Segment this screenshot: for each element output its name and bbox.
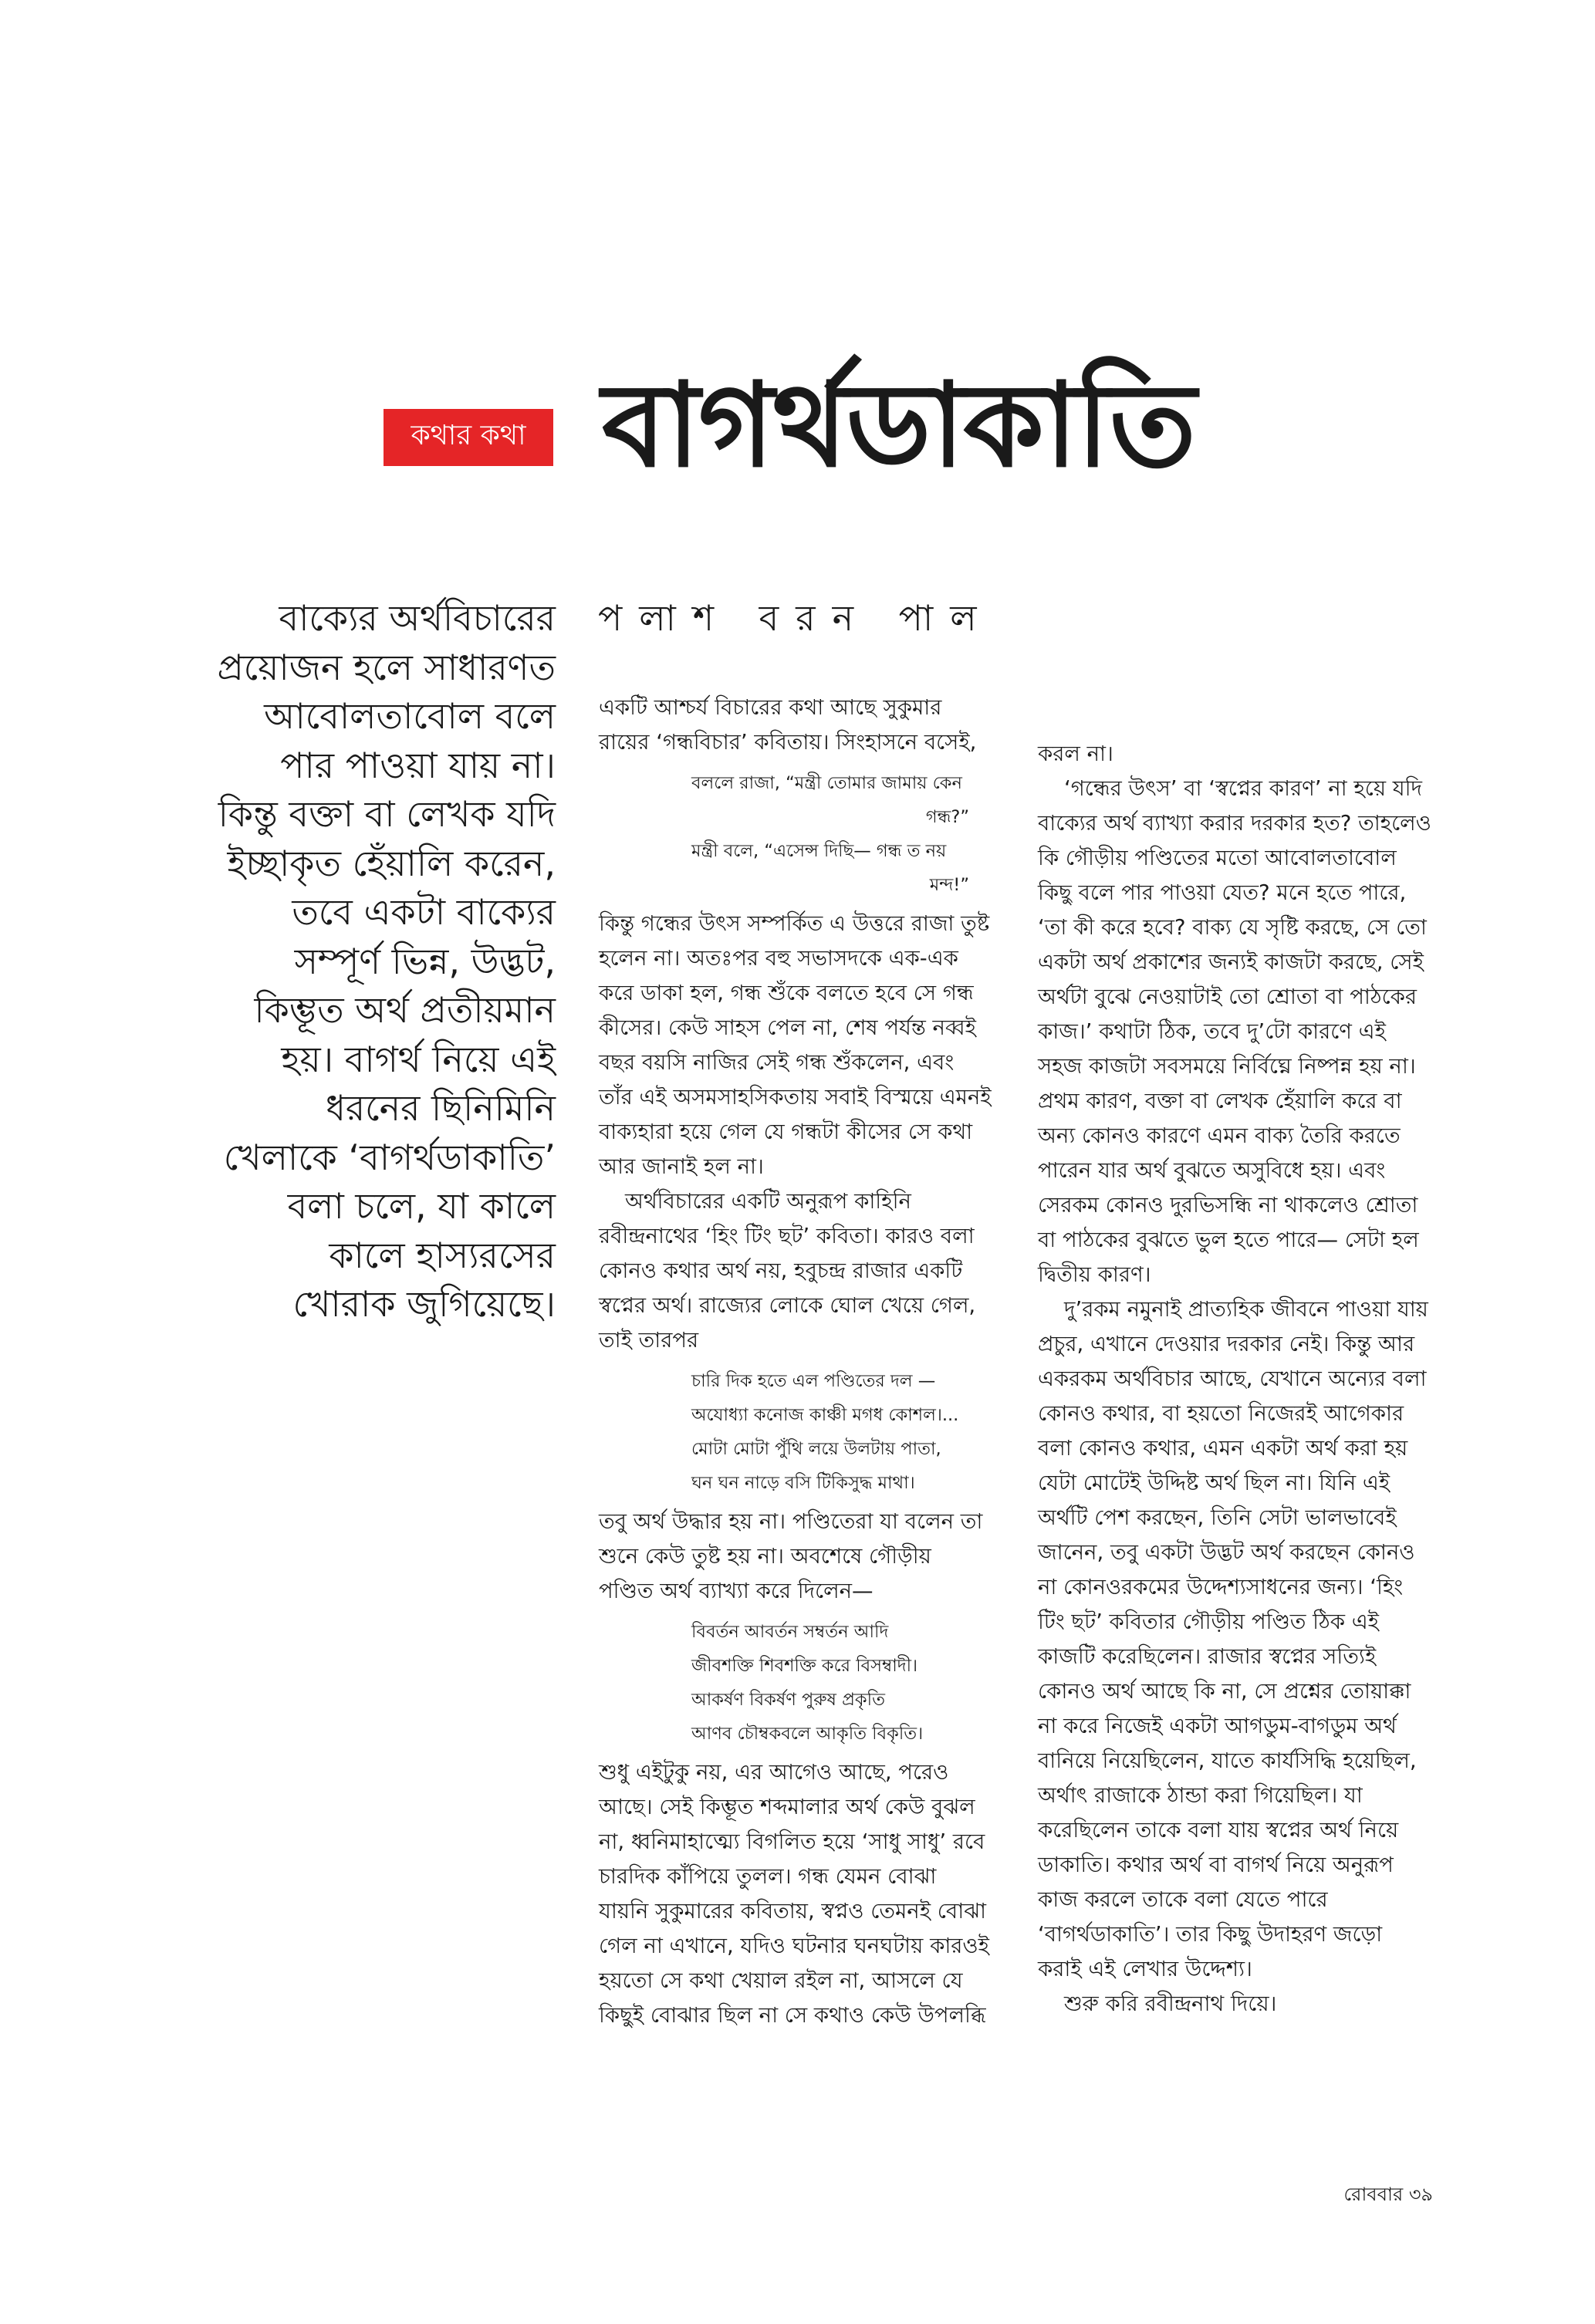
section-badge bbox=[384, 409, 553, 466]
verse-line: অযোধ্যা কনোজ কাঞ্চী মগধ কোশল।... bbox=[691, 1405, 959, 1425]
body-paragraph: শুধু এইটুকু নয়, এর আগেও আছে, পরেও আছে। সেই কিম্ভূত শব্দমালার অর্থ কেউ বুঝল না, ধ্বনিমাহাত্ম্যে বিগলিত হয়ে ‘সাধু সাধু’ রবে চারদিক কাঁপিয়ে তুলল। গন্ধ যেমন বোঝা যায়নি সুকুমারের কবিতায়, স্বপ্নও তেমনই বোঝা গেল না এখানে, যদিও ঘটনার ঘনঘটায় কারওই হয়তো সে কথা খেয়াল রইল না, আসলে যে কিছুই বোঝার ছিল না সে কথাও কেউ উপলব্ধি bbox=[599, 1760, 989, 2028]
verse-line: বিবর্তন আবর্তন সম্বর্তন আদি bbox=[691, 1622, 889, 1642]
verse-quote-gandhabichar bbox=[599, 766, 992, 902]
body-column-right bbox=[1038, 737, 1431, 2022]
body-paragraph: অর্থবিচারের একটি অনুরূপ কাহিনি রবীন্দ্রনাথের ‘হিং টিং ছট’ কবিতা। কারও বলা কোনও কথার অর্থ নয়, হবুচন্দ্র রাজার একটি স্বপ্নের অর্থ। রাজ্যের লোকে ঘোল খেয়ে গেল, তাই তারপর bbox=[599, 1189, 976, 1353]
pull-quote-line: খোরাক জুগিয়েছে। bbox=[292, 1283, 556, 1325]
pull-quote-line: সম্পূর্ণ ভিন্ন, উদ্ভট, bbox=[294, 940, 556, 982]
verse-line: জীবশক্তি শিবশক্তি করে বিসম্বাদী। bbox=[691, 1656, 918, 1676]
pull-quote-line: কিন্তু বক্তা বা লেখক যদি bbox=[218, 793, 556, 835]
pull-quote-line: কিম্ভূত অর্থ প্রতীয়মান bbox=[254, 989, 556, 1031]
magazine-name: রোববার bbox=[1343, 2184, 1404, 2205]
pull-quote-line: পার পাওয়া যায় না। bbox=[280, 744, 556, 786]
verse-line: মন্দ!” bbox=[929, 875, 969, 895]
verse-line: আকর্ষণ বিকর্ষণ পুরুষ প্রকৃতি bbox=[691, 1690, 885, 1710]
body-paragraph: তবু অর্থ উদ্ধার হয় না। পণ্ডিতেরা যা বলেন তা শুনে কেউ তুষ্ট হয় না। অবশেষে গৌড়ীয় পণ্ডিত অর্থ ব্যাখ্যা করে দিলেন— bbox=[599, 1509, 983, 1603]
pull-quote-line: বাক্যের অর্থবিচারের bbox=[279, 597, 556, 639]
body-paragraph: ‘গন্ধের উৎস’ বা ‘স্বপ্নের কারণ’ না হয়ে যদি বাক্যের অর্থ ব্যাখ্যা করার দরকার হত? তাহলেও কি গৌড়ীয় পণ্ডিতের মতো আবোলতাবোল কিছু বলে পার পাওয়া যেত? মনে হতে পারে, ‘তা কী করে হবে? বাক্য যে সৃষ্টি করছে, সে তো একটা অর্থ প্রকাশের জন্যই কাজটা করছে, সেই অর্থটা বুঝে নেওয়াটাই তো শ্রোতা বা পাঠকের কাজ।’ কথাটা ঠিক, তবে দু’টো কারণে এই সহজ কাজটা সবসময়ে নির্বিঘ্নে নিষ্পন্ন হয় না। প্রথম কারণ, বক্তা বা লেখক হেঁয়ালি করে বা অন্য কোনও কারণে এমন বাক্য তৈরি করতে পারেন যার অর্থ বুঝতে অসুবিধে হয়। এবং সেরকম কোনও দুরভিসন্ধি না থাকলেও শ্রোতা বা পাঠকের বুঝতে ভুল হতে পারে— সেটা হল দ্বিতীয় কারণ। bbox=[1038, 776, 1431, 1287]
author-byline: পলাশ বরন পাল bbox=[598, 597, 994, 639]
verse-line: ঘন ঘন নাড়ে বসি টিকিসুদ্ধ মাথা। bbox=[691, 1473, 915, 1493]
verse-line: মোটা মোটা পুঁথি লয়ে উলটায় পাতা, bbox=[691, 1439, 941, 1459]
pull-quote bbox=[154, 594, 556, 1329]
pull-quote-line: আবোলতাবোল বলে bbox=[264, 695, 556, 737]
section-badge-label: কথার কথা bbox=[411, 420, 526, 451]
pull-quote-line: ধরনের ছিনিমিনি bbox=[326, 1087, 556, 1129]
body-paragraph: দু’রকম নমুনাই প্রাত্যহিক জীবনে পাওয়া যায় প্রচুর, এখানে দেওয়ার দরকার নেই। কিন্তু আর একরকম অর্থবিচার আছে, যেখানে অন্যের বলা কোনও কথার, বা হয়তো নিজেরই আগেকার বলা কোনও কথার, এমন একটা অর্থ করা হয় যেটা মোটেই উদ্দিষ্ট অর্থ ছিল না। যিনি এই অর্থটি পেশ করছেন, তিনি সেটা ভালভাবেই জানেন, তবু একটা উদ্ভট অর্থ করছেন কোনও না কোনওরকমের উদ্দেশ্যসাধনের জন্য। ‘হিং টিং ছট’ কবিতার গৌড়ীয় পণ্ডিত ঠিক এই কাজটি করেছিলেন। রাজার স্বপ্নের সত্যিই কোনও অর্থ আছে কি না, সে প্রশ্নের তোয়াক্কা না করে নিজেই একটা আগডুম-বাগডুম অর্থ বানিয়ে নিয়েছিলেন, যাতে কার্যসিদ্ধি হয়েছিল, অর্থাৎ রাজাকে ঠান্ডা করা গিয়েছিল। যা করেছিলেন তাকে বলা যায় স্বপ্নের অর্থ নিয়ে ডাকাতি। কথার অর্থ বা বাগর্থ নিয়ে অনুরূপ কাজ করলে তাকে বলা যেতে পারে ‘বাগর্থডাকাতি’। তার কিছু উদাহরণ জড়ো করাই এই লেখার উদ্দেশ্য। bbox=[1038, 1297, 1428, 1981]
pull-quote-line: বলা চলে, যা কালে bbox=[287, 1185, 556, 1227]
page-number: ৩৯ bbox=[1408, 2184, 1433, 2205]
body-paragraph: শুরু করি রবীন্দ্রনাথ দিয়ে। bbox=[1064, 1991, 1277, 2016]
verse-quote-gaudiya-pandit bbox=[599, 1615, 992, 1751]
verse-line: বললে রাজা, “মন্ত্রী তোমার জামায় কেন bbox=[691, 773, 962, 793]
page-footer bbox=[1343, 2180, 1433, 2211]
verse-line: গন্ধ?” bbox=[925, 807, 969, 827]
pull-quote-line: ইচ্ছাকৃত হেঁয়ালি করেন, bbox=[227, 842, 556, 884]
body-paragraph: কিন্তু গন্ধের উৎস সম্পর্কিত এ উত্তরে রাজা তুষ্ট হলেন না। অতঃপর বহু সভাসদকে এক-এক করে ডাকা হল, গন্ধ শুঁকে বলতে হবে সে গন্ধ কীসের। কেউ সাহস পেল না, শেষ পর্যন্ত নব্বই বছর বয়সি নাজির সেই গন্ধ শুঁকলেন, এবং তাঁর এই অসমসাহসিকতায় সবাই বিস্ময়ে এমনই বাক্যহারা হয়ে গেল যে গন্ধটা কীসের সে কথা আর জানাই হল না। bbox=[599, 911, 992, 1179]
pull-quote-line: তবে একটা বাক্যের bbox=[292, 891, 556, 933]
body-column-middle bbox=[599, 691, 992, 2033]
verse-line: মন্ত্রী বলে, “এসেন্স দিছি— গন্ধ ত নয় bbox=[691, 841, 947, 861]
pull-quote-line: হয়। বাগর্থ নিয়ে এই bbox=[281, 1038, 556, 1080]
body-paragraph: করল না। bbox=[1038, 741, 1113, 766]
pull-quote-line: প্রয়োজন হলে সাধারণত bbox=[217, 646, 556, 688]
verse-line: আণব চৌম্বকবলে আকৃতি বিকৃতি। bbox=[691, 1724, 924, 1744]
verse-quote-hing-ting-chhot bbox=[599, 1364, 992, 1500]
article-title: বাগর্থডাকাতি bbox=[602, 359, 1195, 493]
verse-line: চারি দিক হতে এল পণ্ডিতের দল — bbox=[691, 1371, 936, 1391]
pull-quote-line: খেলাকে ‘বাগর্থডাকাতি’ bbox=[223, 1136, 556, 1178]
pull-quote-line: কালে হাস্যরসের bbox=[329, 1234, 556, 1276]
body-paragraph: একটি আশ্চর্য বিচারের কথা আছে সুকুমার রায়ের ‘গন্ধবিচার’ কবিতায়। সিংহাসনে বসেই, bbox=[599, 695, 977, 755]
